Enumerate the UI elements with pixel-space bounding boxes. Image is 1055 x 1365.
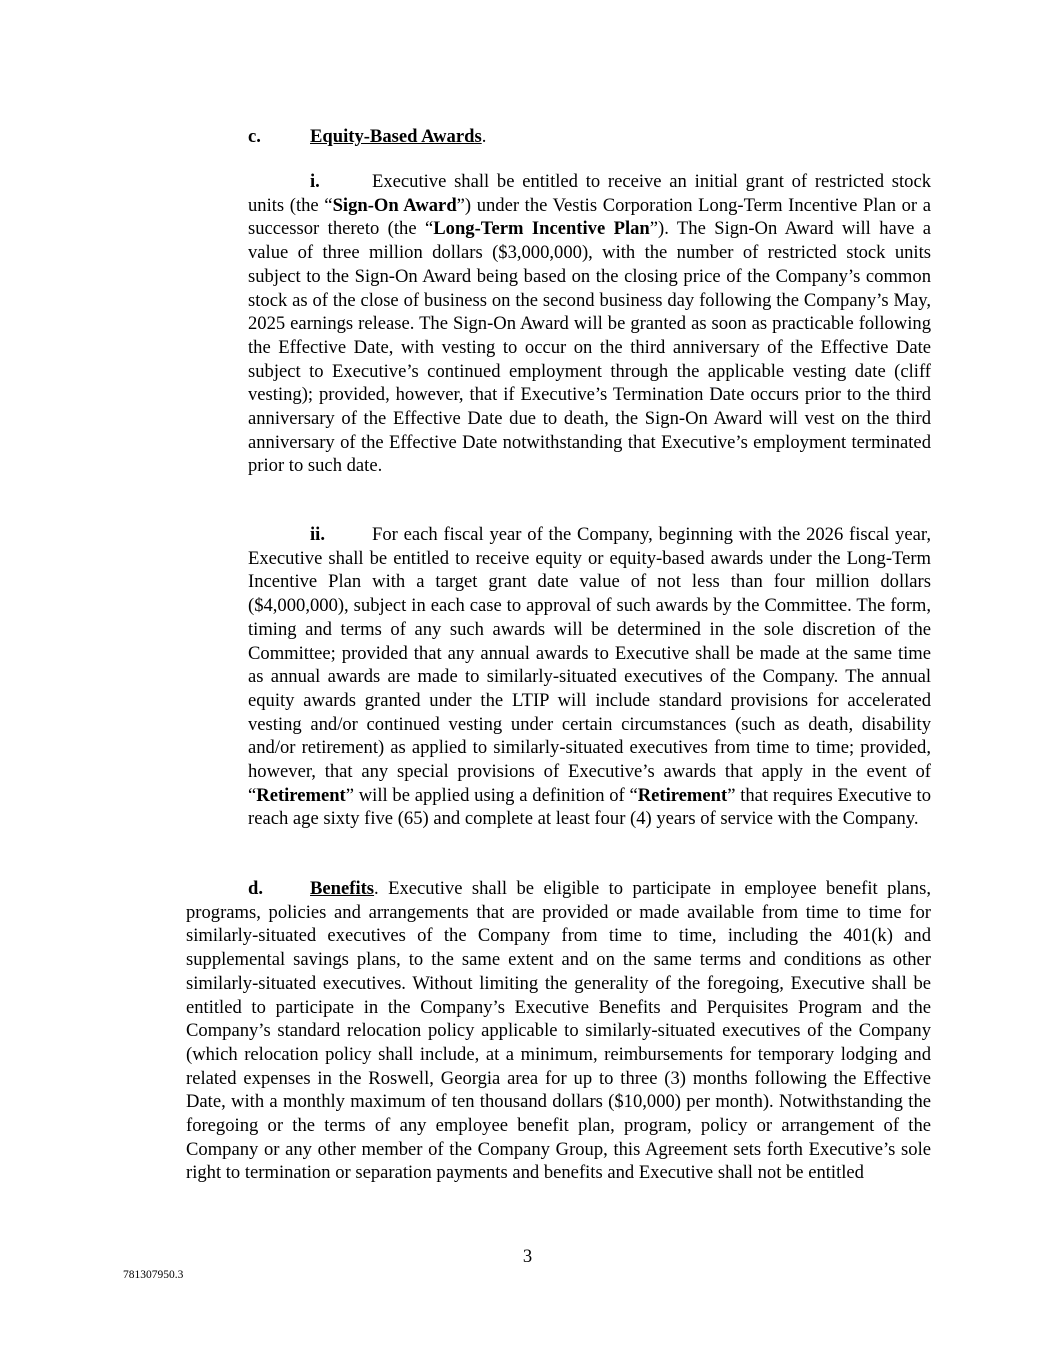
- section-d-text: . Executive shall be eligible to participate in employee benefit plans, programs, policies and arrangements that are provided or made available from time to time for similarly-situated executives of the Company from time to time, including the 401(k) and supplemental savings plans, to the same extent and on the same terms and conditions as other similarly-situated executives. Without limiting the generality of the foregoing, Executive shall be entitled to participate in the Company’s Executive Benefits and Perquisites Program and the Company’s standard relocation policy applicable to similarly-situated executives of the Company (which relocation policy shall include, at a minimum, reimbursements for temporary lodging and related expenses in the Roswell, Georgia area for up to three (3) months following the Effective Date, with a monthly maximum of ten thousand dollars ($10,000) per month). Notwithstanding the foregoing or the terms of any employee benefit plan, program, policy or arrangement of the Company or any other member of the Company Group, this Agreement sets forth Executive’s sole right to termination or separation payments and benefits and Executive shall not be entitled: [186, 878, 931, 1184]
- paragraph-ii-label: ii.: [310, 524, 325, 545]
- paragraph-i: [248, 170, 931, 478]
- section-c-heading: [248, 125, 848, 149]
- section-c-label: c.: [248, 126, 261, 147]
- long-term-incentive-plan-term: Long-Term Incentive Plan: [433, 218, 650, 240]
- paragraph-i-label: i.: [310, 171, 320, 192]
- sign-on-award-term: Sign-On Award: [332, 194, 457, 216]
- page-number: 3: [522, 1246, 533, 1267]
- paragraph-i-text-2: ”) under the Vestis Corporation Long-Term Incentive Plan or a successor thereto (the “: [248, 194, 931, 240]
- section-d-benefits: [186, 877, 931, 1185]
- paragraph-ii-text-1: For each fiscal year of the Company, beginning with the 2026 fiscal year, Executive shall be entitled to receive equity or equity-based awards under the Long-Term Incentive Plan with a target grant date value of not less than four million dollars ($4,000,000), subject in each case to approval of such awards by the Committee. The form, timing and terms of any such awards will be determined in the sole discretion of the Committee; provided that any annual awards to Executive shall be made at the same time as annual awards are made to similarly-situated executives of the Company. The annual equity awards granted under the LTIP will include standard provisions for accelerated vesting and/or continued vesting under certain circumstances (such as death, disability and/or retirement) as applied to similarly-situated executives from time to time; provided, however, that any special provisions of Executive’s awards that apply in the event of “: [248, 524, 931, 806]
- paragraph-ii: [248, 523, 931, 831]
- section-c-title-suffix: .: [481, 126, 487, 147]
- section-d-label: d.: [248, 878, 263, 899]
- paragraph-i-text-1: Executive shall be entitled to receive an initial grant of restricted stock units (the “: [248, 171, 931, 216]
- paragraph-ii-text-3: ” that requires Executive to reach age sixty five (65) and complete at least four (4) years of service with the Company.: [248, 784, 931, 830]
- paragraph-ii-text-2: ” will be applied using a definition of “: [345, 784, 638, 806]
- paragraph-i-text-3: ”). The Sign-On Award will have a value of three million dollars ($3,000,000), with the number of restricted stock units subject to the Sign-On Award being based on the closing price of the Company’s common stock as of the close of business on the second business day following the Company’s May, 2025 earnings release. The Sign-On Award will be granted as soon as practicable following the Effective Date, with vesting to occur on the third anniversary of the Effective Date subject to Executive’s continued employment through the applicable vesting date (cliff vesting); provided, however, that if Executive’s Termination Date occurs prior to the third anniversary of the Effective Date due to death, the Sign-On Award will vest on the third anniversary of the Effective Date notwithstanding that Executive’s employment terminated prior to such date.: [248, 218, 931, 477]
- retirement-term-1: Retirement: [256, 784, 346, 806]
- retirement-term-2: Retirement: [637, 784, 728, 806]
- document-id: 781307950.3: [123, 1269, 184, 1281]
- section-d-title: Benefits: [310, 878, 375, 899]
- section-c-title: Equity-Based Awards: [310, 126, 482, 147]
